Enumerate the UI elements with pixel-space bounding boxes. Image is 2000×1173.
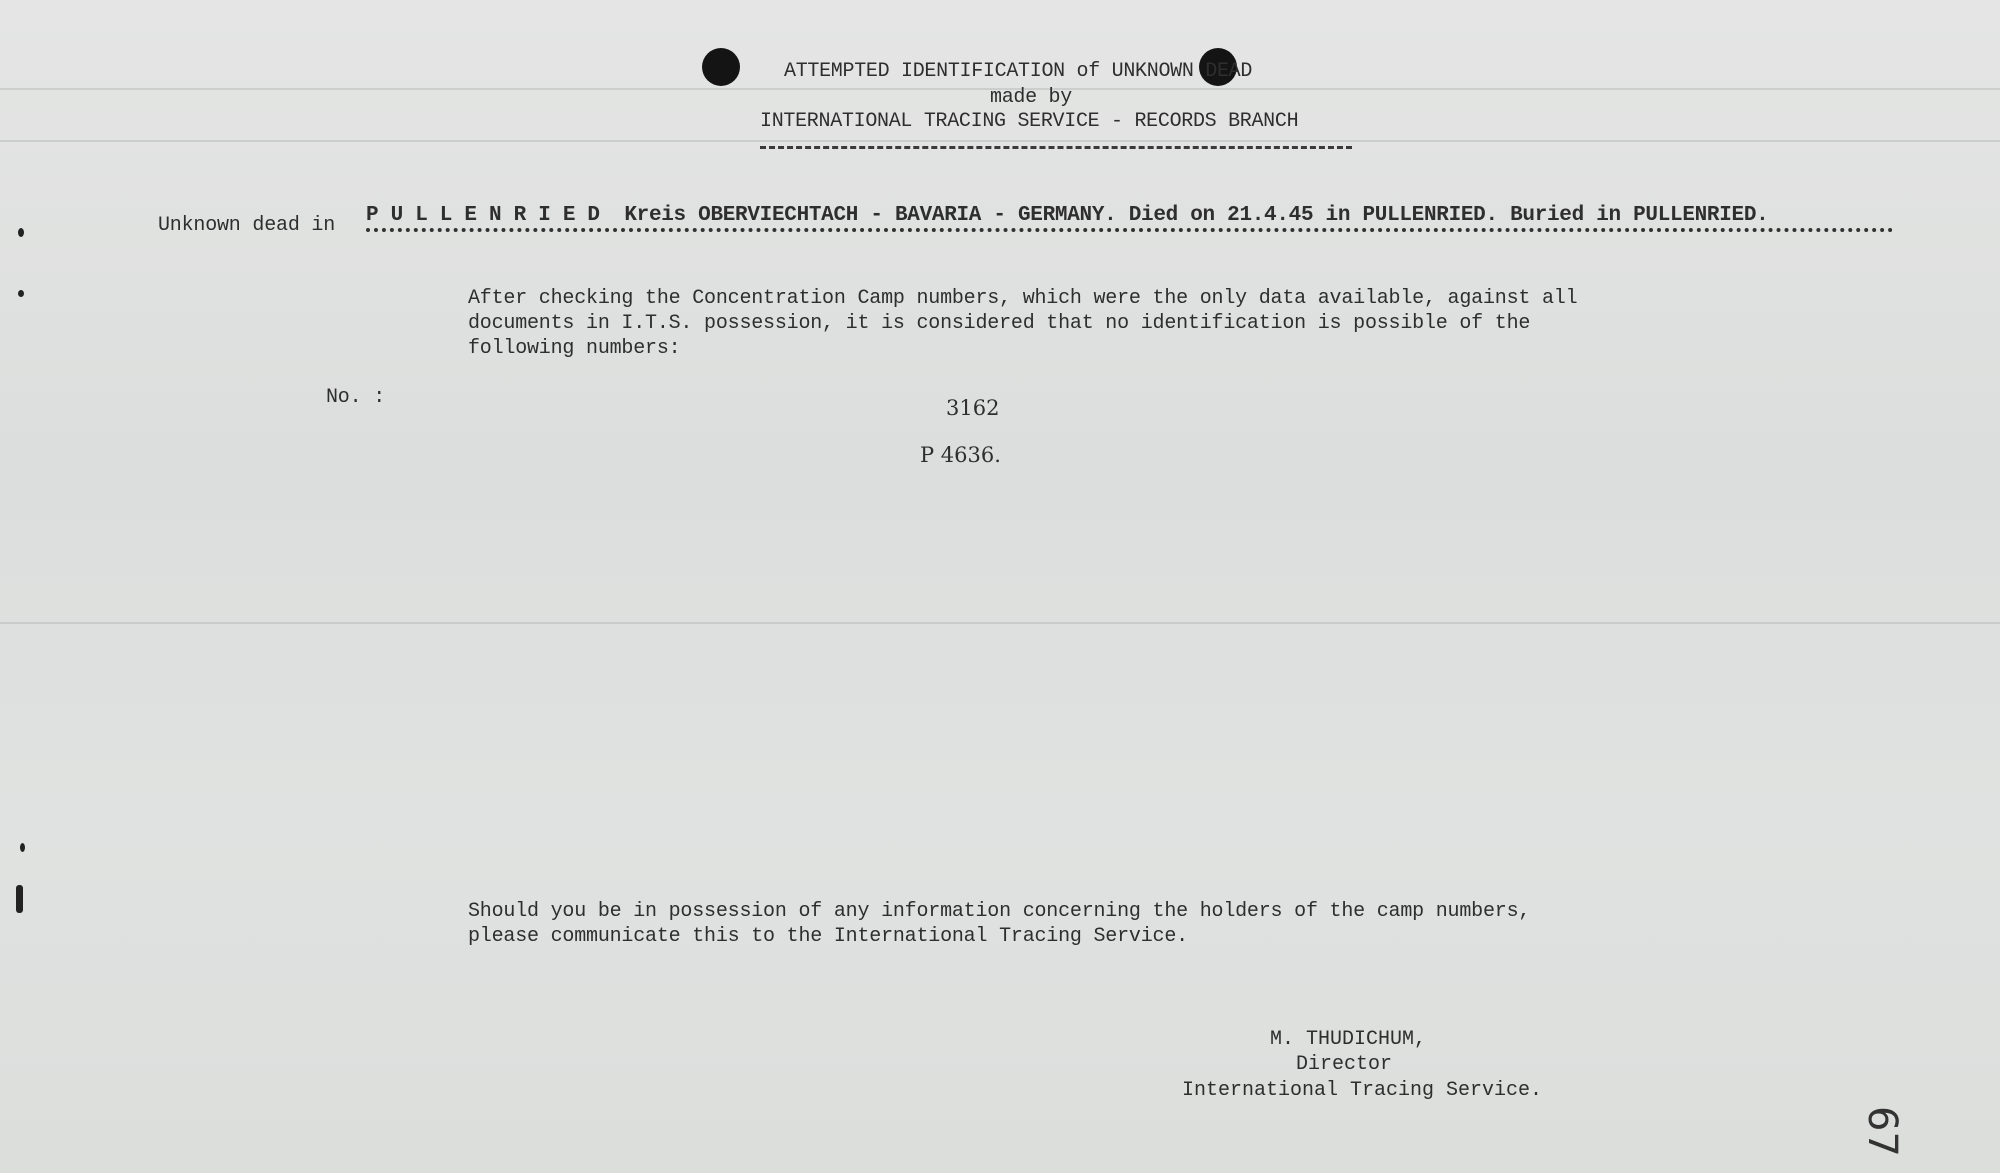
fold-line (0, 622, 2000, 624)
fold-line (0, 140, 2000, 142)
signatory-organization: International Tracing Service. (1182, 1079, 1543, 1102)
numbers-label: No. : (326, 386, 386, 409)
header-subtitle: made by (990, 86, 1072, 109)
camp-number: P 4636. (920, 443, 1001, 467)
body-line-2: documents in I.T.S. possession, it is considered that no identification is possible of the (468, 312, 1531, 335)
camp-number: 3162 (946, 396, 1000, 420)
header-rule (760, 146, 1352, 149)
punch-hole (702, 48, 740, 86)
closing-line-1: Should you be in possession of any information concerning the holders of the camp numbers, (468, 900, 1531, 923)
body-line-1: After checking the Concentration Camp numbers, which were the only data available, against all (468, 287, 1578, 310)
location-details: P U L L E N R I E D Kreis OBERVIECHTACH - BAVARIA - GERMANY. Died on 21.4.45 in PULLENRIED. Buried in PULLENRIED. (366, 204, 1769, 227)
signatory-title: Director (1296, 1053, 1393, 1076)
page-number: 67 (1859, 1106, 1905, 1157)
margin-mark (18, 290, 24, 297)
location-prefix: Unknown dead in (158, 214, 336, 237)
margin-mark (18, 228, 24, 237)
margin-mark (20, 843, 25, 852)
margin-mark (16, 885, 23, 913)
dotted-underline (366, 228, 1894, 232)
header-organization: INTERNATIONAL TRACING SERVICE - RECORDS BRANCH (760, 110, 1299, 133)
body-line-3: following numbers: (468, 337, 681, 360)
header-title: ATTEMPTED IDENTIFICATION of UNKNOWN DEAD (784, 60, 1253, 83)
closing-line-2: please communicate this to the International Tracing Service. (468, 925, 1188, 948)
signatory-name: M. THUDICHUM, (1270, 1028, 1427, 1051)
